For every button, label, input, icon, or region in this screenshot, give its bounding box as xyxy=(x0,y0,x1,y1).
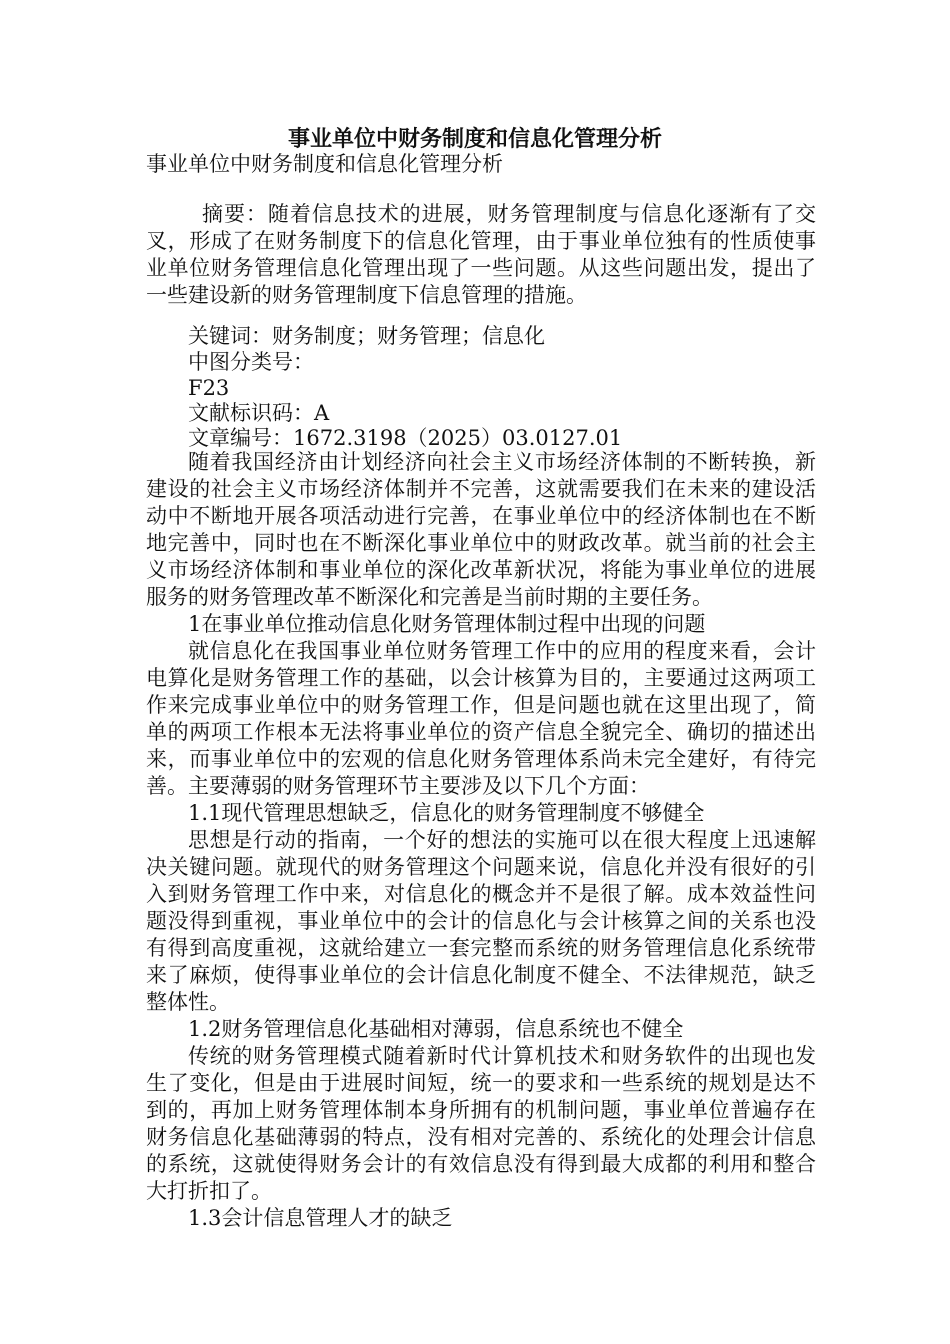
body-paragraph: 思想是行动的指南，一个好的想法的实施可以在很大程度上迅速解决关键问题。就现代的财务管理这个问题来说，信息化并没有很好的引入到财务管理工作中来，对信息化的概念并不是很了解。成本效益性问题没得到重视，事业单位中的会计的信息化与会计核算之间的关系也没有得到高度重视，这就给建立一套完整而系统的财务管理信息化系统带来了麻烦，使得事业单位的会计信息化制度不健全、不法律规范，缺乏整体性。 xyxy=(146,828,816,1014)
document-subtitle: 事业单位中财务制度和信息化管理分析 xyxy=(146,152,503,176)
abstract-paragraph: 摘要：随着信息技术的进展，财务管理制度与信息化逐渐有了交叉，形成了在财务制度下的信息化管理，由于事业单位独有的性质使事业单位财务管理信息化管理出现了一些问题。从这些问题出发，提出了一些建设新的财务管理制度下信息管理的措施。 xyxy=(146,202,816,307)
document-title: 事业单位中财务制度和信息化管理分析 xyxy=(287,126,662,152)
clc-label: 中图分类号： xyxy=(188,350,314,374)
subsection-heading: 1.3会计信息管理人才的缺乏 xyxy=(188,1206,453,1230)
document-body xyxy=(146,449,816,1232)
subsection-heading: 1.2财务管理信息化基础相对薄弱，信息系统也不健全 xyxy=(188,1017,684,1041)
article-number-line: 文章编号：1672.3198（2025）03.0127.01 xyxy=(188,426,623,450)
body-paragraph: 随着我国经济由计划经济向社会主义市场经济体制的不断转换，新建设的社会主义市场经济体制并不完善，这就需要我们在未来的建设活动中不断地开展各项活动进行完善，在事业单位中的经济体制也在不断地完善中，同时也在不断深化事业单位中的财政改革。就当前的社会主义市场经济体制和事业单位的深化改革新状况，将能为事业单位的进展服务的财务管理改革不断深化和完善是当前时期的主要任务。 xyxy=(146,450,816,609)
body-paragraph: 传统的财务管理模式随着新时代计算机技术和财务软件的出现也发生了变化，但是由于进展时间短，统一的要求和一些系统的规划是达不到的，再加上财务管理体制本身所拥有的机制问题，事业单位普遍存在财务信息化基础薄弱的特点，没有相对完善的、系统化的处理会计信息的系统，这就使得财务会计的有效信息没有得到最大成都的利用和整合大打折扣了。 xyxy=(146,1044,816,1203)
subsection-heading: 1.1现代管理思想缺乏，信息化的财务管理制度不够健全 xyxy=(188,801,705,825)
section-heading: 1在事业单位推动信息化财务管理体制过程中出现的问题 xyxy=(188,612,706,636)
document-code-line: 文献标识码：A xyxy=(188,401,330,425)
clc-value: F23 xyxy=(188,376,230,400)
keywords-line: 关键词：财务制度；财务管理；信息化 xyxy=(188,324,545,348)
body-paragraph: 就信息化在我国事业单位财务管理工作中的应用的程度来看，会计电算化是财务管理工作的基础，以会计核算为目的，主要通过这两项工作来完成事业单位中的财务管理工作，但是问题也就在这里出现了，简单的两项工作根本无法将事业单位的资产信息全貌完全、确切的描述出来，而事业单位中的宏观的信息化财务管理体系尚未完全建好，有待完善。主要薄弱的财务管理环节主要涉及以下几个方面： xyxy=(146,639,816,798)
